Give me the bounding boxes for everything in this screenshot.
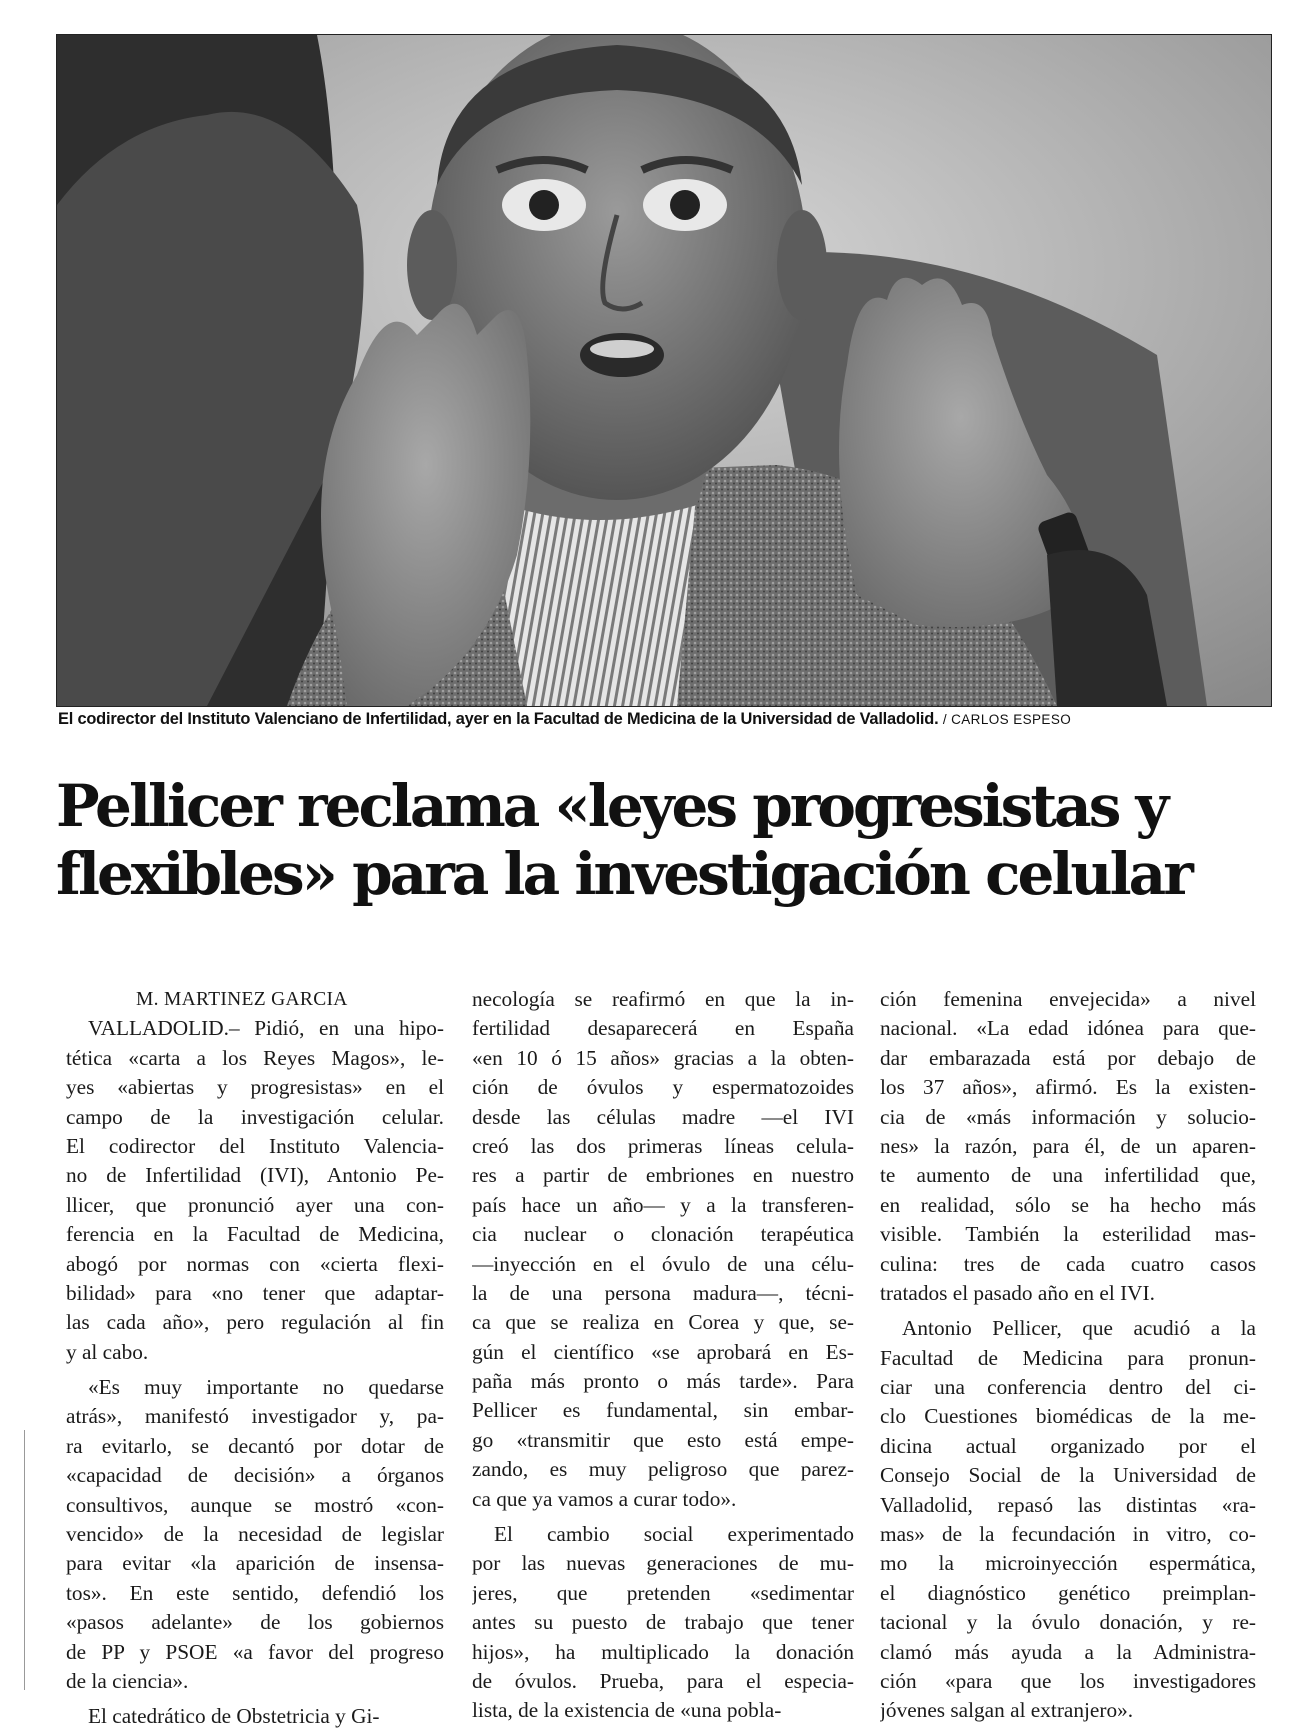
article-line: cia nuclear o clonación terapéutica	[472, 1222, 854, 1247]
photo-caption	[58, 710, 1278, 729]
article-line: ferencia en la Facultad de Medicina,	[66, 1222, 444, 1247]
article-line: necología se reafirmó en que la in-	[472, 987, 854, 1011]
article-line: desde las células madre —el IVI	[472, 1104, 854, 1129]
article-line: abogó por normas con «cierta flexi-	[66, 1251, 444, 1276]
article-line: ca que se realiza en Corea y que, se-	[472, 1310, 854, 1335]
article-line: Antonio Pellicer, que acudió a la	[902, 1316, 1256, 1341]
article-line: vencido» de la necesidad de legislar	[66, 1522, 444, 1547]
article-column-2	[472, 985, 854, 1726]
article-line: go «transmitir que esto está empe-	[472, 1427, 854, 1452]
headline-line-2: flexibles» para la investigación celular	[56, 840, 1191, 908]
article-line: Valladolid, repasó las distintas «ra-	[880, 1492, 1256, 1517]
article-line: zando, es muy peligroso que parez-	[472, 1457, 854, 1482]
article-line: hijos», ha multiplicado la donación	[472, 1639, 854, 1664]
portrait-photo-icon	[57, 35, 1271, 706]
article-line: Facultad de Medicina para pronun-	[880, 1345, 1256, 1370]
article-line: clamó más ayuda a la Administra-	[880, 1639, 1256, 1664]
article-line: de óvulos. Prueba, para el especia-	[472, 1668, 854, 1693]
article-line: ca que ya vamos a curar todo».	[472, 1486, 737, 1511]
article-line: antes su puesto de trabajo que tener	[472, 1610, 854, 1635]
article-line: por las nuevas generaciones de mu-	[472, 1551, 854, 1576]
article-line: tratados el pasado año en el IVI.	[880, 1280, 1155, 1305]
article-line: tética «carta a los Reyes Magos», le-	[66, 1045, 444, 1070]
article-line: jóvenes salgan al extranjero».	[880, 1698, 1134, 1723]
margin-rule	[24, 1430, 25, 1690]
article-line: res a partir de embriones en nuestro	[472, 1163, 854, 1188]
article-line: ción «para que los investigadores	[880, 1668, 1256, 1693]
article-line: visible. También la esterilidad mas-	[880, 1222, 1256, 1247]
article-line: creó las dos primeras líneas celula-	[472, 1133, 854, 1158]
article-line: paña más pronto o más tarde». Para	[472, 1369, 854, 1394]
article-photo	[56, 34, 1272, 707]
article-line: llicer, que pronunció ayer una con-	[66, 1192, 444, 1217]
article-line: lista, de la existencia de «una pobla-	[472, 1698, 782, 1723]
article-line: los 37 años», afirmó. Es la existen-	[880, 1075, 1256, 1100]
article-line: y al cabo.	[66, 1339, 149, 1364]
article-line: ciar una conferencia dentro del ci-	[880, 1375, 1256, 1400]
article-line: tos». En este sentido, defendió los	[66, 1580, 444, 1605]
article-line: dar embarazada está por debajo de	[880, 1045, 1256, 1070]
article-line: culina: tres de cada cuatro casos	[880, 1251, 1256, 1276]
article-line: El catedrático de Obstetricia y Gi-	[88, 1704, 380, 1729]
article-line: país hace un año— y a la transferen-	[472, 1192, 854, 1217]
article-line: para evitar «la aparición de insensa-	[66, 1551, 444, 1576]
article-line: gún el científico «se aprobará en Es-	[472, 1339, 854, 1364]
article-line: «Es muy importante no quedarse	[88, 1375, 444, 1400]
article-line: VALLADOLID.– Pidió, en una hipo-	[88, 1016, 444, 1041]
article-line: la de una persona madura—, técni-	[472, 1280, 854, 1305]
article-line: mo la microinyección espermática,	[880, 1551, 1256, 1576]
article-line: —inyección en el óvulo de una célu-	[472, 1251, 854, 1276]
article-line: las cada año», pero regulación al fin	[66, 1310, 444, 1335]
caption-text: El codirector del Instituto Valenciano de Infertilidad, ayer en la Facultad de Medicina de la Universidad de Valladolid.	[58, 710, 939, 728]
article-line: El cambio social experimentado	[494, 1522, 854, 1547]
article-line: clo Cuestiones biomédicas de la me-	[880, 1404, 1256, 1429]
article-line: no de Infertilidad (IVI), Antonio Pe-	[66, 1163, 444, 1188]
article-line: campo de la investigación celular.	[66, 1104, 444, 1129]
article-line: en realidad, sólo se ha hecho más	[880, 1192, 1256, 1217]
article-line: el diagnóstico genético preimplan-	[880, 1580, 1256, 1605]
article-column-1	[66, 985, 444, 1732]
article-line: mas» de la fecundación in vitro, co-	[880, 1522, 1256, 1547]
article-line: jeres, que pretenden «sedimentar	[472, 1580, 854, 1605]
article-line: «en 10 ó 15 años» gracias a la obten-	[472, 1045, 854, 1070]
photo-credit: / CARLOS ESPESO	[942, 712, 1072, 727]
article-line: fertilidad desaparecerá en España	[472, 1016, 854, 1041]
article-line: cia de «más información y solucio-	[880, 1104, 1256, 1129]
byline: M. MARTINEZ GARCIA	[136, 989, 348, 1010]
headline	[56, 772, 1286, 908]
headline-line-1: Pellicer reclama «leyes progresistas y	[56, 772, 1167, 840]
article-line: El codirector del Instituto Valencia-	[66, 1133, 444, 1158]
article-line: consultivos, aunque se mostró «con-	[66, 1492, 444, 1517]
article-line: bilidad» para «no tener que adaptar-	[66, 1280, 444, 1305]
article-line: te aumento de una infertilidad que,	[880, 1163, 1256, 1188]
article-line: yes «abiertas y progresistas» en el	[66, 1075, 444, 1100]
article-line: Consejo Social de la Universidad de	[880, 1463, 1256, 1488]
article-line: «pasos adelante» de los gobiernos	[66, 1610, 444, 1635]
article-line: Pellicer es fundamental, sin embar-	[472, 1398, 854, 1423]
article-line: atrás», manifestó investigador y, pa-	[66, 1404, 444, 1429]
article-line: nes» la razón, para él, de un aparen-	[880, 1133, 1256, 1158]
article-line: ción de óvulos y espermatozoides	[472, 1075, 854, 1100]
article-line: de PP y PSOE «a favor del progreso	[66, 1639, 444, 1664]
article-line: nacional. «La edad idónea para que-	[880, 1016, 1256, 1041]
article-line: «capacidad de decisión» a órganos	[66, 1463, 444, 1488]
article-column-3	[880, 985, 1256, 1726]
article-line: tacional y la óvulo donación, y re-	[880, 1610, 1256, 1635]
article-line: dicina actual organizado por el	[880, 1433, 1256, 1458]
article-line: de la ciencia».	[66, 1668, 189, 1693]
article-line: ra evitarlo, se decantó por dotar de	[66, 1433, 444, 1458]
article-line: ción femenina envejecida» a nivel	[880, 987, 1256, 1011]
